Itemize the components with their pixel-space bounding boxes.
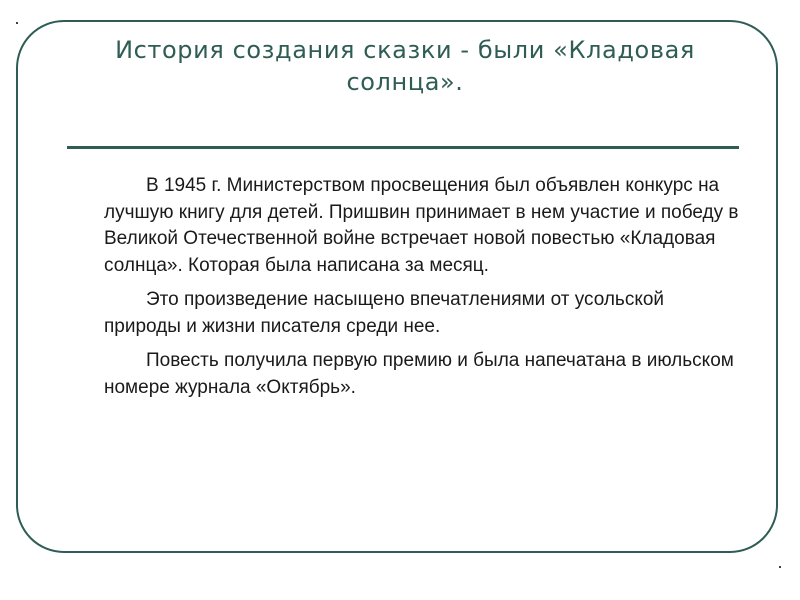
slide-body [104, 173, 744, 409]
slide-title: История создания сказки - были «Кладовая солнца». [115, 36, 695, 96]
title-divider [67, 146, 739, 149]
body-paragraph-2: Это произведение насыщено впечатлениями от усольской природы и жизни писателя среди нее. [104, 289, 665, 337]
corner-dot-top-left [16, 22, 18, 24]
body-paragraph-3: Повесть получила первую премию и была напечатана в июльском номере журнала «Октябрь». [104, 350, 734, 398]
body-paragraph-1: В 1945 г. Министерством просвещения был объявлен конкурс на лучшую книгу для детей. Пришвин принимает в нем участие и победу в Великой Отечественной войне встречает новой повестью «Кладовая солнца». Которая была написана за месяц. [104, 175, 739, 276]
corner-dot-bottom-right [779, 566, 781, 568]
